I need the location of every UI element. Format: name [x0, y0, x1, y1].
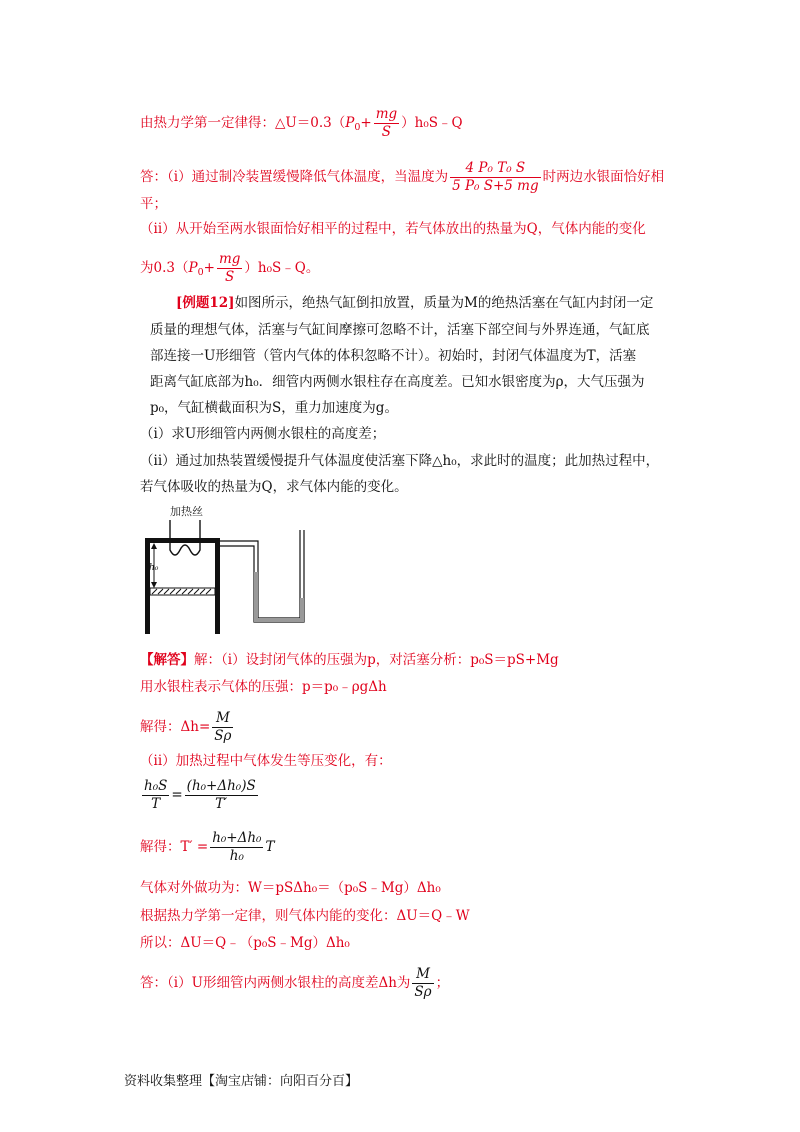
question-ii-line2: 若气体吸收的热量为Q，求气体内能的变化。: [140, 479, 408, 495]
solution-tag: 【解答】: [140, 652, 194, 668]
question-i: （i）求U形细管内两侧水银柱的高度差；: [140, 426, 386, 442]
example-tag: [例题12]: [176, 295, 235, 311]
footer-source: 资料收集整理【淘宝店铺：向阳百分百】: [124, 1074, 359, 1089]
solution-line9: 所以：ΔU＝Q﹣（p₀S﹣Mg）Δh₀: [140, 935, 350, 951]
cylinder-right-wall: [215, 538, 220, 634]
solution-line6: 解得：T′ = $\frac{\text{h₀+Δh₀}}{\text{h₀}}$ T: [140, 830, 275, 864]
solution-answer: 答：（i）U形细管内两侧水银柱的高度差Δh为 $\frac{M}{S\rho}$ ；: [140, 966, 450, 1000]
example-line4: 距离气缸底部为h₀．细管内两侧水银柱存在高度差。已知水银密度为ρ，大气压强为: [150, 374, 645, 390]
example-line5: p₀，气缸横截面积为S，重力加速度为g。: [150, 400, 398, 416]
solution-line1: 【解答】解：（i）设封闭气体的压强为p，对活塞分析：p₀S＝pS+Mg: [140, 652, 559, 668]
answer-i-cont: 平；: [140, 196, 167, 212]
solution-line7: 气体对外做功为：W＝pSΔh₀＝（p₀S﹣Mg）Δh₀: [140, 880, 441, 896]
example-line2: 质量的理想气体，活塞与气缸间摩擦可忽略不计，活塞下部空间与外界连通，气缸底: [150, 322, 650, 338]
cylinder-left-wall: [145, 538, 150, 634]
example-line3: 部连接一U形细管（管内气体的体积忽略不计）。初始时，封闭气体温度为T，活塞: [150, 348, 637, 364]
answer-ii-line2: 为$0.3(P_0+$ $\frac{mg}{S}$ ）h₀S﹣Q。: [140, 251, 320, 285]
h0-label: h₀: [149, 563, 159, 573]
heater-label: 加热丝: [170, 505, 203, 518]
cylinder-diagram: [140, 500, 320, 640]
solution-line4: （ii）加热过程中气体发生等压变化，有：: [140, 753, 392, 769]
solution-line2: 用水银柱表示气体的压强：p＝p₀﹣ρgΔh: [140, 679, 387, 695]
example-line1: [例题12]如图所示，绝热气缸倒扣放置，质量为M的绝热活塞在气缸内封闭一定: [176, 295, 654, 311]
question-ii-line1: （ii）通过加热装置缓慢提升气体温度使活塞下降△h₀，求此时的温度；此加热过程中，: [140, 453, 660, 469]
answer-ii-line1: （ii）从开始至两水银面恰好相平的过程中，若气体放出的热量为Q，气体内能的变化: [140, 221, 646, 237]
cylinder-top-wall: [145, 538, 220, 543]
heater-coil: [170, 520, 200, 555]
energy-equation-line: 由热力学第一定律得：$\triangle U=0.3(P_0+$ $\frac{mg}{S}$ ）h₀S﹣Q: [140, 106, 463, 140]
answer-i-line: 答：（i）通过制冷装置缓慢降低气体温度，当温度为 $\frac{\text{4 P₀ T₀ S}}{\text{5 P₀ S+5 mg}}$ 时两边水银面恰好相: [140, 160, 665, 194]
isobaric-equation: $\frac{\text{h₀S}}{T}$ = $\frac{\text{(h₀+Δh₀)S}}{T'}$: [144, 778, 256, 812]
u-tube: [220, 530, 304, 622]
solution-line8: 根据热力学第一定律，则气体内能的变化：ΔU＝Q﹣W: [140, 908, 470, 924]
solution-line3: 解得：Δh= $\frac{M}{S\rho}$: [140, 710, 232, 744]
